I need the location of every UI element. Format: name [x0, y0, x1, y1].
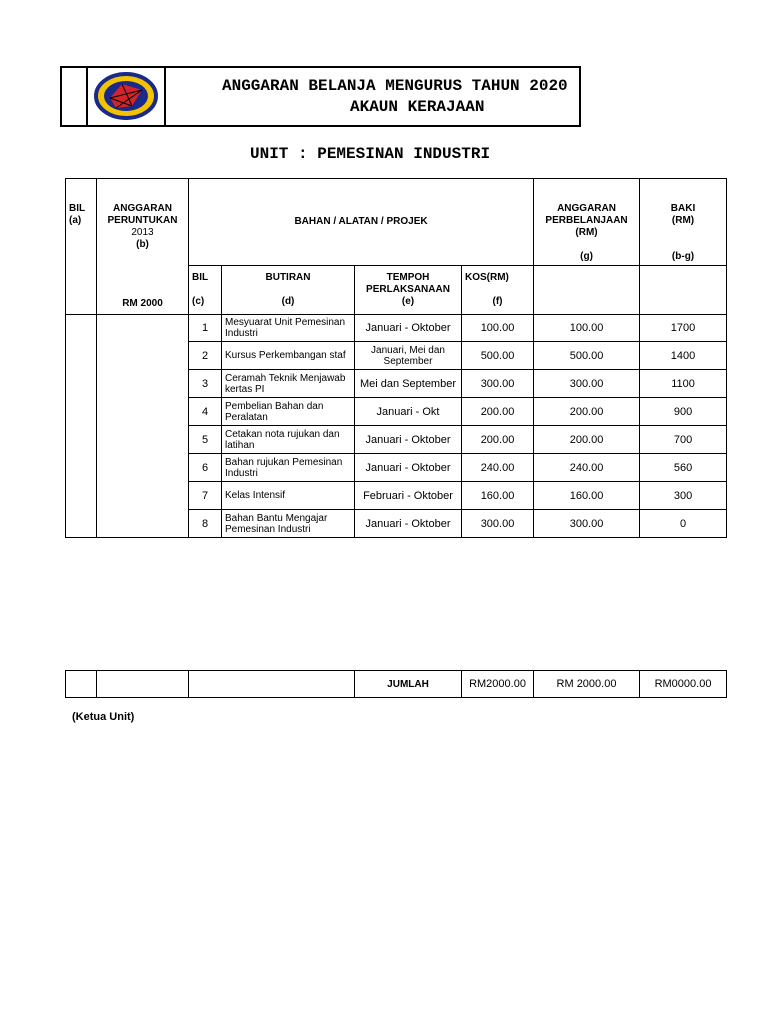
table-row: 2 Kursus Perkembangan staf Januari, Mei dan September 500.00 500.00 1400	[66, 342, 727, 370]
header-bil: BIL (a)	[66, 179, 97, 315]
totals-kos: RM2000.00	[462, 671, 534, 698]
header-baki: BAKI (RM) (b-g)	[640, 179, 727, 266]
totals-perbelanjaan: RM 2000.00	[534, 671, 640, 698]
header-perbelanjaan: ANGGARAN PERBELANJAAN (RM) (g)	[534, 179, 640, 266]
header-baki-blank	[640, 266, 727, 315]
table-row: 6 Bahan rujukan Pemesinan Industri Januari - Oktober 240.00 240.00 560	[66, 454, 727, 482]
allocation-value: RM 2000	[122, 298, 163, 309]
signature-label: (Ketua Unit)	[72, 711, 135, 723]
document-title: ANGGARAN BELANJA MENGURUS TAHUN 2020	[222, 77, 568, 95]
budget-table	[65, 178, 727, 538]
header-butiran: BUTIRAN (d)	[222, 266, 355, 315]
table-row: 4 Pembelian Bahan dan Peralatan Januari - Okt 200.00 200.00 900	[66, 398, 727, 426]
table-row: 3 Ceramah Teknik Menjawab kertas PI Mei dan September 300.00 300.00 1100	[66, 370, 727, 398]
school-emblem-icon	[88, 68, 164, 125]
logo-cell	[86, 66, 166, 127]
document-subtitle: AKAUN KERAJAAN	[350, 98, 485, 116]
table-row: 8 Bahan Bantu Mengajar Pemesinan Industri Januari - Oktober 300.00 300.00 0	[66, 510, 727, 538]
table-row: 5 Cetakan nota rujukan dan latihan Januari - Oktober 200.00 200.00 700	[66, 426, 727, 454]
table-row: 7 Kelas Intensif Februari - Oktober 160.00 160.00 300	[66, 482, 727, 510]
header-perbelanjaan-blank	[534, 266, 640, 315]
header-left-cell	[60, 66, 88, 127]
totals-baki: RM0000.00	[640, 671, 727, 698]
header-tempoh: TEMPOH PERLAKSANAAN (e)	[355, 266, 462, 315]
totals-label: JUMLAH	[355, 671, 462, 698]
unit-title: UNIT : PEMESINAN INDUSTRI	[250, 145, 491, 163]
header-sub-bil: BIL (c)	[189, 266, 222, 315]
header-anggaran-peruntukan: ANGGARAN PERUNTUKAN 2013 (b) RM 2000	[97, 179, 189, 315]
totals-table	[65, 670, 727, 698]
header-kos: KOS(RM) (f)	[462, 266, 534, 315]
table-row: 1 Mesyuarat Unit Pemesinan Industri Januari - Oktober 100.00 100.00 1700	[66, 315, 727, 342]
header-bahan: BAHAN / ALATAN / PROJEK	[189, 179, 534, 266]
